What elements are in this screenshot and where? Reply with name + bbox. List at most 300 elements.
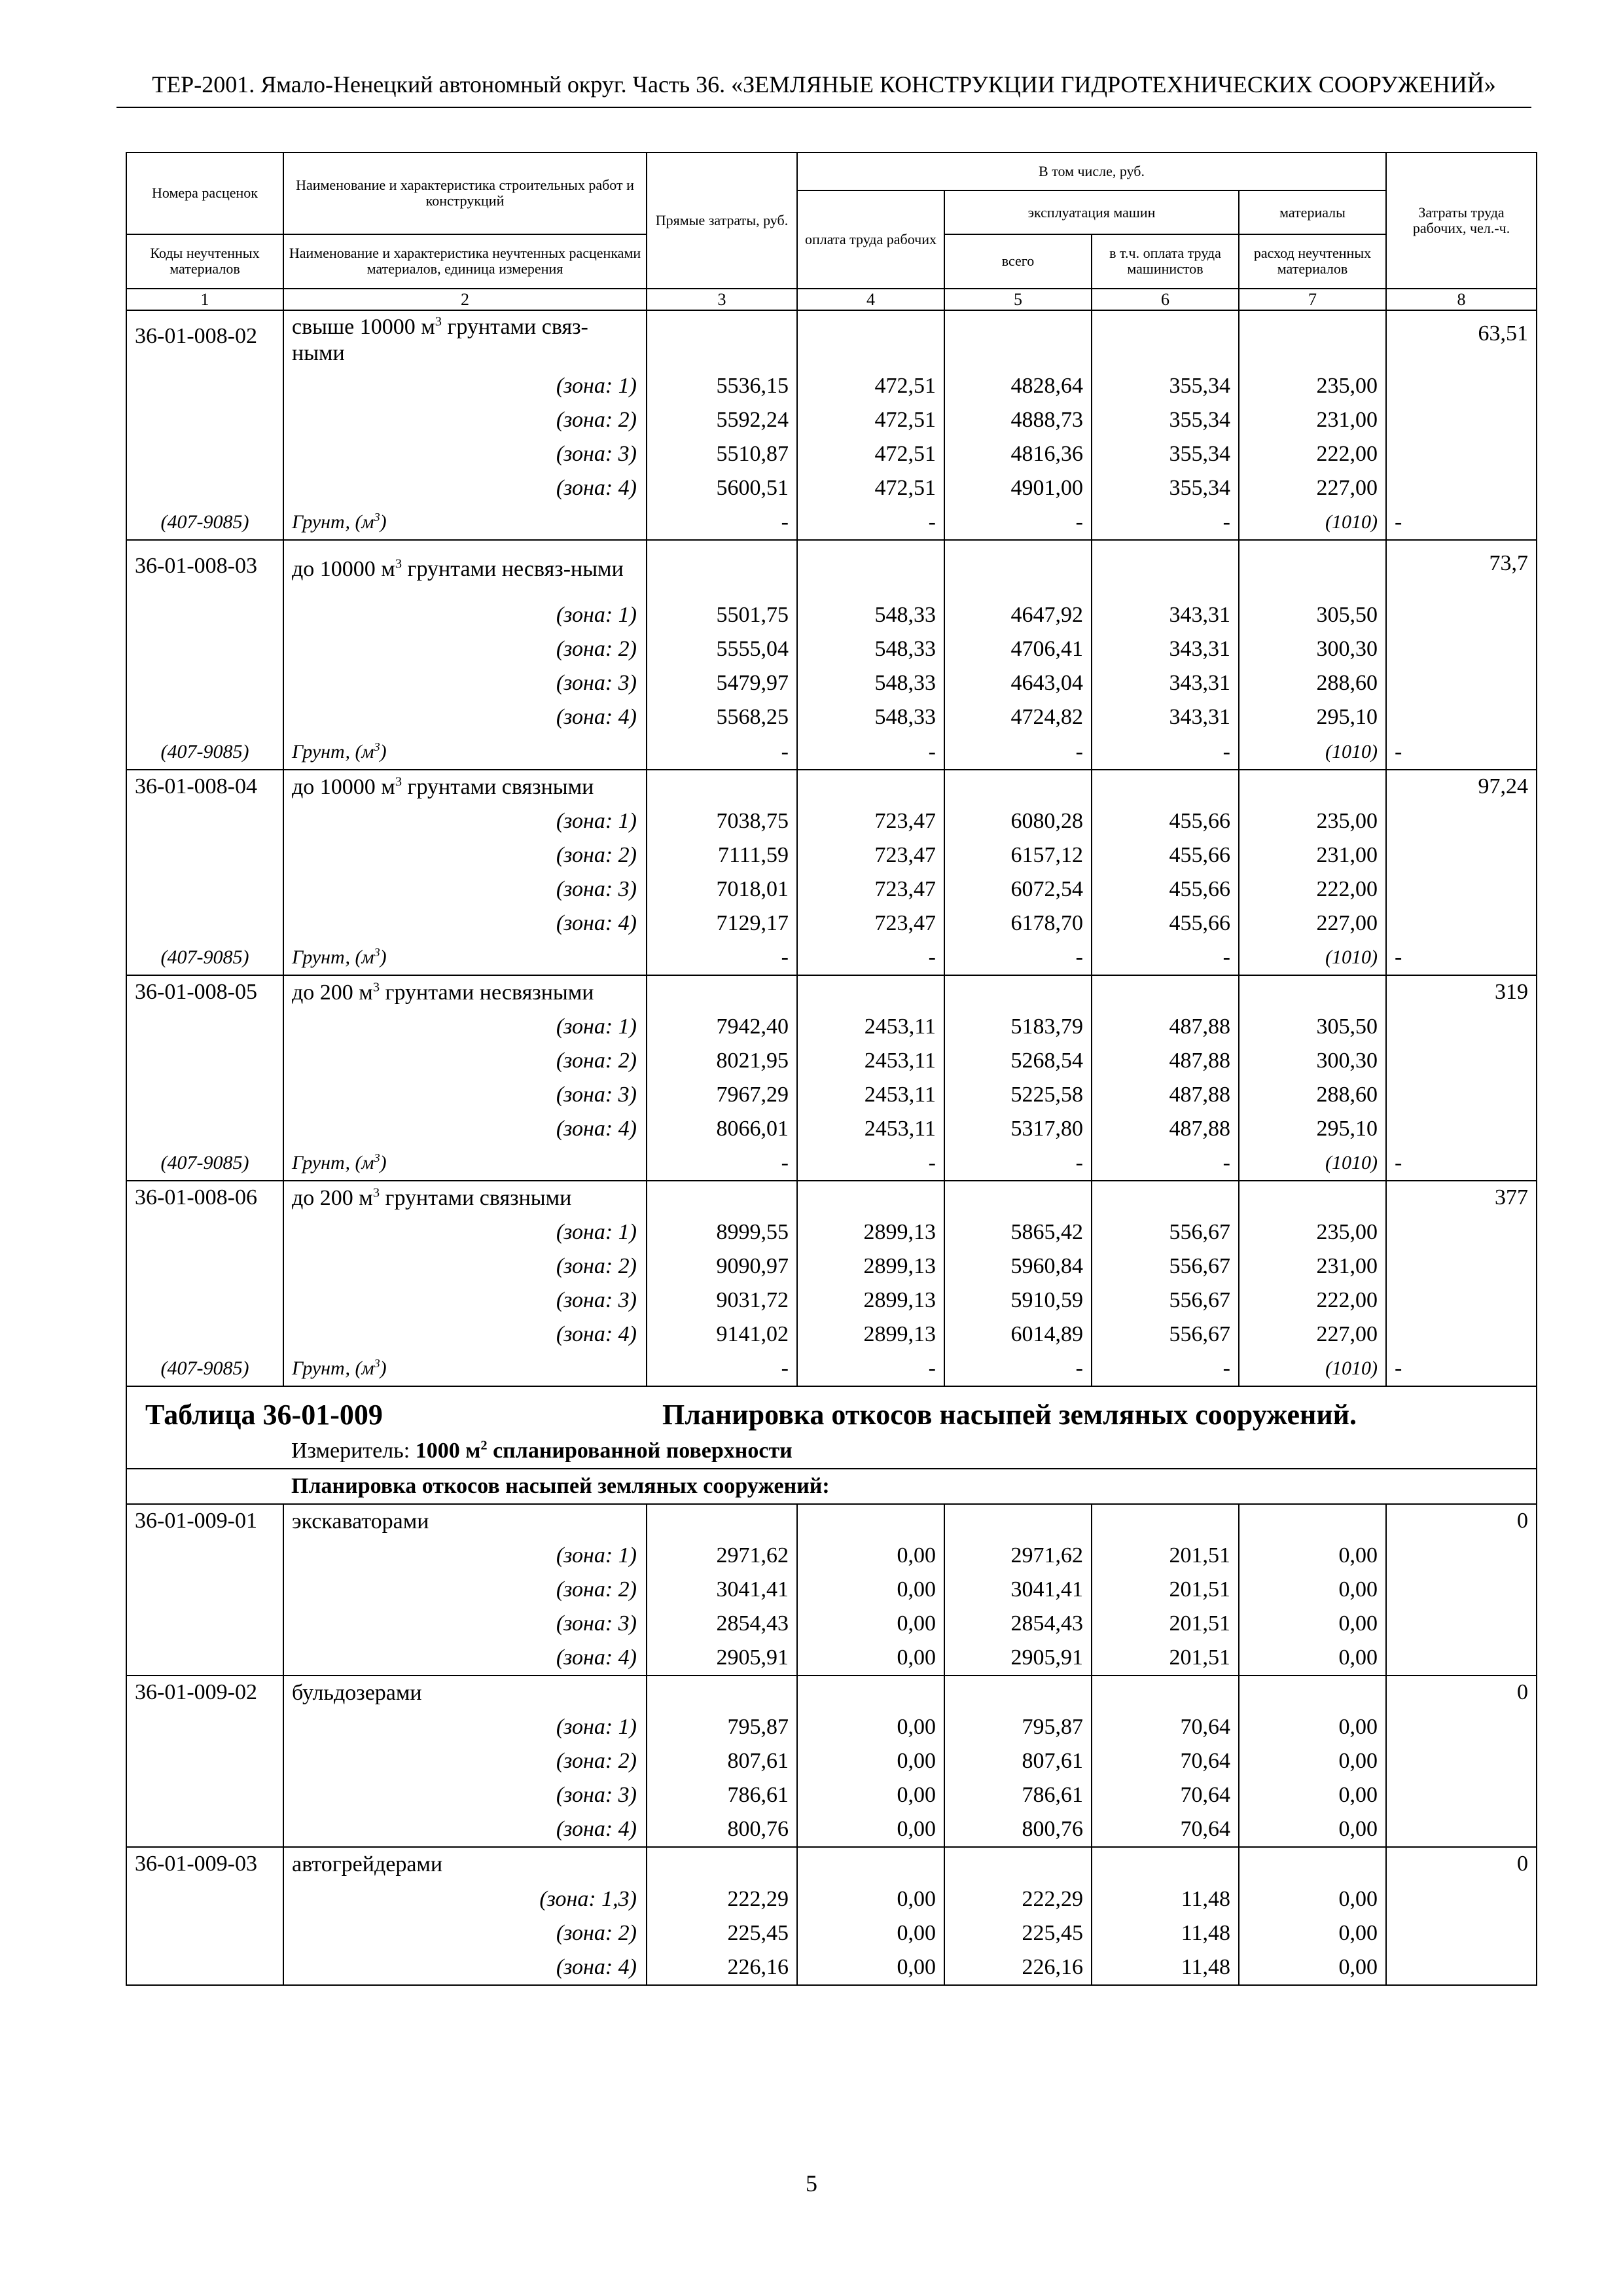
- machine-wage-cost: 455,66: [1092, 906, 1239, 941]
- table-row: [126, 471, 1537, 505]
- labor-cell: [1386, 1215, 1537, 1249]
- work-name: [283, 975, 647, 1010]
- machine-wage-cost: 487,88: [1092, 1112, 1239, 1146]
- zone-label: (зона: 1): [283, 1710, 647, 1744]
- direct-cost: 5600,51: [647, 471, 797, 505]
- direct-cost: 5479,97: [647, 666, 797, 700]
- code-cell: [126, 1710, 283, 1744]
- zone-label: (зона: 3): [283, 1078, 647, 1112]
- table-row: [126, 369, 1537, 403]
- zone-label: (зона: 1): [283, 598, 647, 632]
- material-cost: 222,00: [1239, 1283, 1386, 1318]
- labor-cell: [1386, 632, 1537, 666]
- empty-cell: [647, 1504, 797, 1539]
- machine-wage-cost: 487,88: [1092, 1010, 1239, 1044]
- table-row: [126, 437, 1537, 471]
- labor-cost: 97,24: [1386, 770, 1537, 804]
- work-name: [283, 1181, 647, 1215]
- code-cell: [126, 1950, 283, 1985]
- material-cost: 0,00: [1239, 1607, 1386, 1641]
- table-row: [126, 1539, 1537, 1573]
- material-c3: -: [647, 1146, 797, 1181]
- material-c6: -: [1092, 734, 1239, 769]
- empty-cell: [1092, 1181, 1239, 1215]
- code-cell: [126, 804, 283, 838]
- section-row: [126, 1469, 1537, 1504]
- table-name: Планировка откосов насыпей земляных сооружений.: [662, 1398, 1357, 1431]
- material-row: [126, 505, 1537, 540]
- machine-wage-cost: 343,31: [1092, 632, 1239, 666]
- head-col3: Прямые затраты, руб.: [647, 152, 797, 289]
- zone-label: (зона: 4): [283, 1318, 647, 1352]
- machine-cost: 2854,43: [944, 1607, 1092, 1641]
- material-cost: 288,60: [1239, 1078, 1386, 1112]
- material-name: [283, 1352, 647, 1386]
- material-c8: -: [1386, 505, 1537, 540]
- labor-cell: [1386, 437, 1537, 471]
- machine-cost: 4828,64: [944, 369, 1092, 403]
- empty-cell: [1239, 1181, 1386, 1215]
- empty-cell: [944, 1504, 1092, 1539]
- col-number: 4: [797, 289, 944, 310]
- direct-cost: 7038,75: [647, 804, 797, 838]
- labor-cell: [1386, 1539, 1537, 1573]
- labor-cell: [1386, 471, 1537, 505]
- labor-cell: [1386, 403, 1537, 437]
- table-row: [126, 1812, 1537, 1847]
- code-cell: [126, 1882, 283, 1916]
- wage-cost: 2899,13: [797, 1249, 944, 1283]
- empty-cell: [1239, 975, 1386, 1010]
- empty-cell: [647, 1676, 797, 1710]
- direct-cost: 226,16: [647, 1950, 797, 1985]
- zone-label: (зона: 2): [283, 632, 647, 666]
- wage-cost: 548,33: [797, 700, 944, 734]
- direct-cost: 2854,43: [647, 1607, 797, 1641]
- wage-cost: 0,00: [797, 1539, 944, 1573]
- wage-cost: 0,00: [797, 1744, 944, 1778]
- empty-cell: [1092, 1504, 1239, 1539]
- table-row: [126, 1916, 1537, 1950]
- measure-row: [126, 1434, 1537, 1469]
- direct-cost: 2905,91: [647, 1641, 797, 1676]
- col-number: 3: [647, 289, 797, 310]
- direct-cost: 786,61: [647, 1778, 797, 1812]
- head-col2-bottom: Наименование и характеристика неучтенных расценками материалов, единица измерения: [283, 234, 647, 289]
- code-cell: [126, 1318, 283, 1352]
- table-row: [126, 1744, 1537, 1778]
- group-row: [126, 1504, 1537, 1539]
- col-number: 5: [944, 289, 1092, 310]
- labor-cell: [1386, 1112, 1537, 1146]
- work-name-sup: 3: [372, 1185, 380, 1200]
- direct-cost: 5501,75: [647, 598, 797, 632]
- material-cost: 231,00: [1239, 1249, 1386, 1283]
- material-c7: (1010): [1239, 734, 1386, 769]
- zone-label: (зона: 2): [283, 1573, 647, 1607]
- machine-wage-cost: 487,88: [1092, 1078, 1239, 1112]
- code-cell: [126, 1539, 283, 1573]
- direct-cost: 9141,02: [647, 1318, 797, 1352]
- empty-cell: [1239, 1676, 1386, 1710]
- material-cost: 288,60: [1239, 666, 1386, 700]
- zone-label: (зона: 2): [283, 1916, 647, 1950]
- zone-label: (зона: 1): [283, 1215, 647, 1249]
- zone-label: (зона: 4): [283, 906, 647, 941]
- machine-cost: 225,45: [944, 1916, 1092, 1950]
- empty-cell: [797, 1504, 944, 1539]
- wage-cost: 472,51: [797, 369, 944, 403]
- machine-cost: 5865,42: [944, 1215, 1092, 1249]
- table-row: [126, 700, 1537, 734]
- machine-cost: 5225,58: [944, 1078, 1092, 1112]
- code-cell: [126, 598, 283, 632]
- material-row: [126, 734, 1537, 769]
- rate-code: 36-01-008-02: [126, 310, 283, 368]
- zone-label: (зона: 2): [283, 403, 647, 437]
- material-cost: 300,30: [1239, 1044, 1386, 1078]
- direct-cost: 7129,17: [647, 906, 797, 941]
- code-cell: [126, 1078, 283, 1112]
- direct-cost: 9090,97: [647, 1249, 797, 1283]
- wage-cost: 723,47: [797, 838, 944, 872]
- work-name-rest: грунтами несвязными: [380, 980, 594, 1005]
- table-row: [126, 1078, 1537, 1112]
- machine-wage-cost: 455,66: [1092, 804, 1239, 838]
- material-c8: -: [1386, 734, 1537, 769]
- wage-cost: 723,47: [797, 872, 944, 906]
- machine-cost: 786,61: [944, 1778, 1092, 1812]
- labor-cell: [1386, 872, 1537, 906]
- wage-cost: 723,47: [797, 906, 944, 941]
- rate-code: 36-01-009-02: [126, 1676, 283, 1710]
- machine-wage-cost: 556,67: [1092, 1215, 1239, 1249]
- code-cell: [126, 403, 283, 437]
- table-row: [126, 1607, 1537, 1641]
- table-title-row: [126, 1386, 1537, 1434]
- work-name-text: экскаваторами: [292, 1509, 429, 1534]
- col-number: 1: [126, 289, 283, 310]
- material-c3: -: [647, 941, 797, 975]
- table-row: [126, 1044, 1537, 1078]
- material-c8: -: [1386, 1146, 1537, 1181]
- wage-cost: 472,51: [797, 437, 944, 471]
- machine-cost: 4816,36: [944, 437, 1092, 471]
- material-cost: 0,00: [1239, 1950, 1386, 1985]
- machine-wage-cost: 11,48: [1092, 1882, 1239, 1916]
- group-row: [126, 770, 1537, 804]
- head-col1-bottom: Коды неучтенных материалов: [126, 234, 283, 289]
- section-title: Планировка откосов насыпей земляных сооружений:: [283, 1469, 1537, 1504]
- zone-label: (зона: 2): [283, 838, 647, 872]
- code-cell: [126, 1744, 283, 1778]
- work-name: [283, 1676, 647, 1710]
- measure-label: Измеритель:: [291, 1438, 416, 1463]
- direct-cost: 5536,15: [647, 369, 797, 403]
- material-c7: (1010): [1239, 941, 1386, 975]
- zone-label: (зона: 4): [283, 1112, 647, 1146]
- labor-cell: [1386, 1812, 1537, 1847]
- machine-cost: 4643,04: [944, 666, 1092, 700]
- material-cost: 0,00: [1239, 1710, 1386, 1744]
- empty-cell: [944, 1676, 1092, 1710]
- table-title-cell: [126, 1386, 1537, 1434]
- machine-wage-cost: 487,88: [1092, 1044, 1239, 1078]
- material-cost: 231,00: [1239, 838, 1386, 872]
- material-cost: 222,00: [1239, 872, 1386, 906]
- machine-wage-cost: 201,51: [1092, 1641, 1239, 1676]
- material-name-sup: 3: [374, 945, 380, 959]
- labor-cell: [1386, 1641, 1537, 1676]
- machine-cost: 5960,84: [944, 1249, 1092, 1283]
- labor-cell: [1386, 1318, 1537, 1352]
- wage-cost: 2453,11: [797, 1078, 944, 1112]
- labor-cost: 319: [1386, 975, 1537, 1010]
- material-c6: -: [1092, 1146, 1239, 1181]
- direct-cost: 2971,62: [647, 1539, 797, 1573]
- direct-cost: 7967,29: [647, 1078, 797, 1112]
- material-row: [126, 1146, 1537, 1181]
- material-name-sup: 3: [374, 1151, 380, 1164]
- work-name-text: до 10000 м: [292, 774, 395, 799]
- work-name-text: до 200 м: [292, 980, 373, 1005]
- wage-cost: 548,33: [797, 666, 944, 700]
- material-cost: 0,00: [1239, 1812, 1386, 1847]
- work-name-text: автогрейдерами: [292, 1852, 443, 1877]
- material-cost: 300,30: [1239, 632, 1386, 666]
- machine-wage-cost: 11,48: [1092, 1916, 1239, 1950]
- material-c5: -: [944, 941, 1092, 975]
- table-row: [126, 1215, 1537, 1249]
- price-table: [126, 152, 1537, 1986]
- material-name-text: Грунт, (м: [292, 1151, 374, 1174]
- head-col7: расход неучтенных материалов: [1239, 234, 1386, 289]
- material-c3: -: [647, 505, 797, 540]
- zone-label: (зона: 2): [283, 1744, 647, 1778]
- work-name: [283, 540, 647, 598]
- machine-wage-cost: 70,64: [1092, 1744, 1239, 1778]
- code-cell: [126, 906, 283, 941]
- material-cost: 0,00: [1239, 1916, 1386, 1950]
- group-row: [126, 1676, 1537, 1710]
- direct-cost: 800,76: [647, 1812, 797, 1847]
- material-c7: (1010): [1239, 1146, 1386, 1181]
- labor-cell: [1386, 906, 1537, 941]
- direct-cost: 7111,59: [647, 838, 797, 872]
- machine-cost: 5268,54: [944, 1044, 1092, 1078]
- measure-value: 1000 м: [415, 1438, 481, 1463]
- empty-cell: [647, 1181, 797, 1215]
- empty-cell: [1239, 770, 1386, 804]
- work-name-text: до 200 м: [292, 1185, 373, 1210]
- labor-cost: 73,7: [1386, 540, 1537, 598]
- code-cell: [126, 1916, 283, 1950]
- work-name-text: свыше 10000 м: [292, 314, 435, 339]
- wage-cost: 2453,11: [797, 1010, 944, 1044]
- material-name-text: Грунт, (м: [292, 511, 374, 533]
- material-name-close: ): [380, 946, 387, 968]
- machine-cost: 3041,41: [944, 1573, 1092, 1607]
- zone-label: (зона: 1): [283, 1010, 647, 1044]
- machine-cost: 4706,41: [944, 632, 1092, 666]
- direct-cost: 795,87: [647, 1710, 797, 1744]
- labor-cost: 0: [1386, 1847, 1537, 1882]
- direct-cost: 222,29: [647, 1882, 797, 1916]
- machine-wage-cost: 355,34: [1092, 369, 1239, 403]
- wage-cost: 0,00: [797, 1710, 944, 1744]
- code-cell: [126, 1112, 283, 1146]
- rate-code: 36-01-009-01: [126, 1504, 283, 1539]
- table-row: [126, 1112, 1537, 1146]
- machine-cost: 6080,28: [944, 804, 1092, 838]
- material-c6: -: [1092, 941, 1239, 975]
- work-name-text: до 10000 м: [292, 557, 395, 582]
- code-cell: [126, 1641, 283, 1676]
- empty-cell: [1092, 540, 1239, 598]
- machine-wage-cost: 355,34: [1092, 471, 1239, 505]
- machine-cost: 6014,89: [944, 1318, 1092, 1352]
- head-group-rub: В том числе, руб.: [797, 152, 1386, 190]
- direct-cost: 5555,04: [647, 632, 797, 666]
- col-number: 6: [1092, 289, 1239, 310]
- page-header: ТЕР-2001. Ямало-Ненецкий автономный округ. Часть 36. «ЗЕМЛЯНЫЕ КОНСТРУКЦИИ ГИДРОТЕХНИЧЕСКИХ СООРУЖЕНИЙ»: [152, 71, 1496, 98]
- empty-cell: [1092, 1847, 1239, 1882]
- direct-cost: 225,45: [647, 1916, 797, 1950]
- labor-cell: [1386, 700, 1537, 734]
- machine-wage-cost: 201,51: [1092, 1539, 1239, 1573]
- zone-label: (зона: 1): [283, 1539, 647, 1573]
- zone-label: (зона: 2): [283, 1044, 647, 1078]
- wage-cost: 0,00: [797, 1641, 944, 1676]
- material-cost: 0,00: [1239, 1539, 1386, 1573]
- wage-cost: 0,00: [797, 1812, 944, 1847]
- code-cell: [126, 700, 283, 734]
- direct-cost: 8999,55: [647, 1215, 797, 1249]
- material-c4: -: [797, 941, 944, 975]
- labor-cell: [1386, 1010, 1537, 1044]
- material-name-text: Грунт, (м: [292, 1357, 374, 1380]
- empty-cell: [797, 1847, 944, 1882]
- material-c6: -: [1092, 505, 1239, 540]
- empty-cell: [647, 540, 797, 598]
- direct-cost: 5568,25: [647, 700, 797, 734]
- material-c4: -: [797, 1146, 944, 1181]
- table-row: [126, 1249, 1537, 1283]
- code-cell: [126, 1010, 283, 1044]
- empty-cell: [944, 1847, 1092, 1882]
- code-cell: [126, 666, 283, 700]
- table-row: [126, 632, 1537, 666]
- material-code: (407-9085): [126, 941, 283, 975]
- code-cell: [126, 471, 283, 505]
- zone-label: (зона: 1,3): [283, 1882, 647, 1916]
- wage-cost: 0,00: [797, 1882, 944, 1916]
- work-name-sup: 3: [395, 774, 402, 789]
- rate-code: 36-01-009-03: [126, 1847, 283, 1882]
- empty-cell: [944, 975, 1092, 1010]
- zone-label: (зона: 2): [283, 1249, 647, 1283]
- code-cell: [126, 1283, 283, 1318]
- zone-label: (зона: 3): [283, 1283, 647, 1318]
- wage-cost: 0,00: [797, 1607, 944, 1641]
- wage-cost: 0,00: [797, 1916, 944, 1950]
- zone-label: (зона: 3): [283, 1778, 647, 1812]
- work-name-rest: грунтами связными: [402, 774, 594, 799]
- labor-cell: [1386, 1916, 1537, 1950]
- material-cost: 0,00: [1239, 1778, 1386, 1812]
- table-title: [145, 1395, 1528, 1434]
- material-name-close: ): [380, 1151, 387, 1174]
- wage-cost: 472,51: [797, 471, 944, 505]
- material-c4: -: [797, 1352, 944, 1386]
- zone-label: (зона: 1): [283, 369, 647, 403]
- table-number: Таблица 36-01-009: [145, 1398, 383, 1431]
- work-name-sup: 3: [435, 314, 442, 329]
- empty-cell: [647, 975, 797, 1010]
- machine-wage-cost: 556,67: [1092, 1249, 1239, 1283]
- wage-cost: 0,00: [797, 1778, 944, 1812]
- labor-cell: [1386, 1882, 1537, 1916]
- material-name: [283, 734, 647, 769]
- wage-cost: 2453,11: [797, 1112, 944, 1146]
- empty-cell: [797, 770, 944, 804]
- machine-wage-cost: 201,51: [1092, 1573, 1239, 1607]
- material-cost: 0,00: [1239, 1882, 1386, 1916]
- machine-cost: 6072,54: [944, 872, 1092, 906]
- col-number: 2: [283, 289, 647, 310]
- material-code: (407-9085): [126, 1146, 283, 1181]
- material-cost: 227,00: [1239, 906, 1386, 941]
- empty-cell: [647, 770, 797, 804]
- labor-cell: [1386, 804, 1537, 838]
- empty-cell: [944, 540, 1092, 598]
- wage-cost: 548,33: [797, 598, 944, 632]
- empty-cell: [797, 310, 944, 368]
- wage-cost: 723,47: [797, 804, 944, 838]
- work-name-sup: 3: [395, 556, 402, 571]
- empty-cell: [647, 310, 797, 368]
- head-col4: оплата труда рабочих: [797, 190, 944, 289]
- machine-cost: 807,61: [944, 1744, 1092, 1778]
- wage-cost: 2899,13: [797, 1215, 944, 1249]
- wage-cost: 0,00: [797, 1950, 944, 1985]
- labor-cell: [1386, 1283, 1537, 1318]
- machine-wage-cost: 355,34: [1092, 437, 1239, 471]
- material-name-close: ): [380, 1357, 387, 1380]
- empty-cell: [1239, 1847, 1386, 1882]
- zone-label: (зона: 1): [283, 804, 647, 838]
- material-code: (407-9085): [126, 505, 283, 540]
- material-name: [283, 941, 647, 975]
- direct-cost: 8021,95: [647, 1044, 797, 1078]
- group-row: [126, 540, 1537, 598]
- direct-cost: 807,61: [647, 1744, 797, 1778]
- machine-wage-cost: 70,64: [1092, 1812, 1239, 1847]
- material-name-text: Грунт, (м: [292, 740, 374, 762]
- material-name-close: ): [380, 511, 387, 533]
- work-name-rest: грунтами несвяз-ными: [402, 557, 624, 582]
- machine-cost: 222,29: [944, 1882, 1092, 1916]
- material-c4: -: [797, 734, 944, 769]
- machine-wage-cost: 70,64: [1092, 1710, 1239, 1744]
- group-row: [126, 1847, 1537, 1882]
- code-cell: [126, 1249, 283, 1283]
- machine-wage-cost: 343,31: [1092, 598, 1239, 632]
- empty-cell: [1092, 770, 1239, 804]
- measure-value-wrap: [416, 1439, 793, 1463]
- code-cell: [126, 1573, 283, 1607]
- wage-cost: 548,33: [797, 632, 944, 666]
